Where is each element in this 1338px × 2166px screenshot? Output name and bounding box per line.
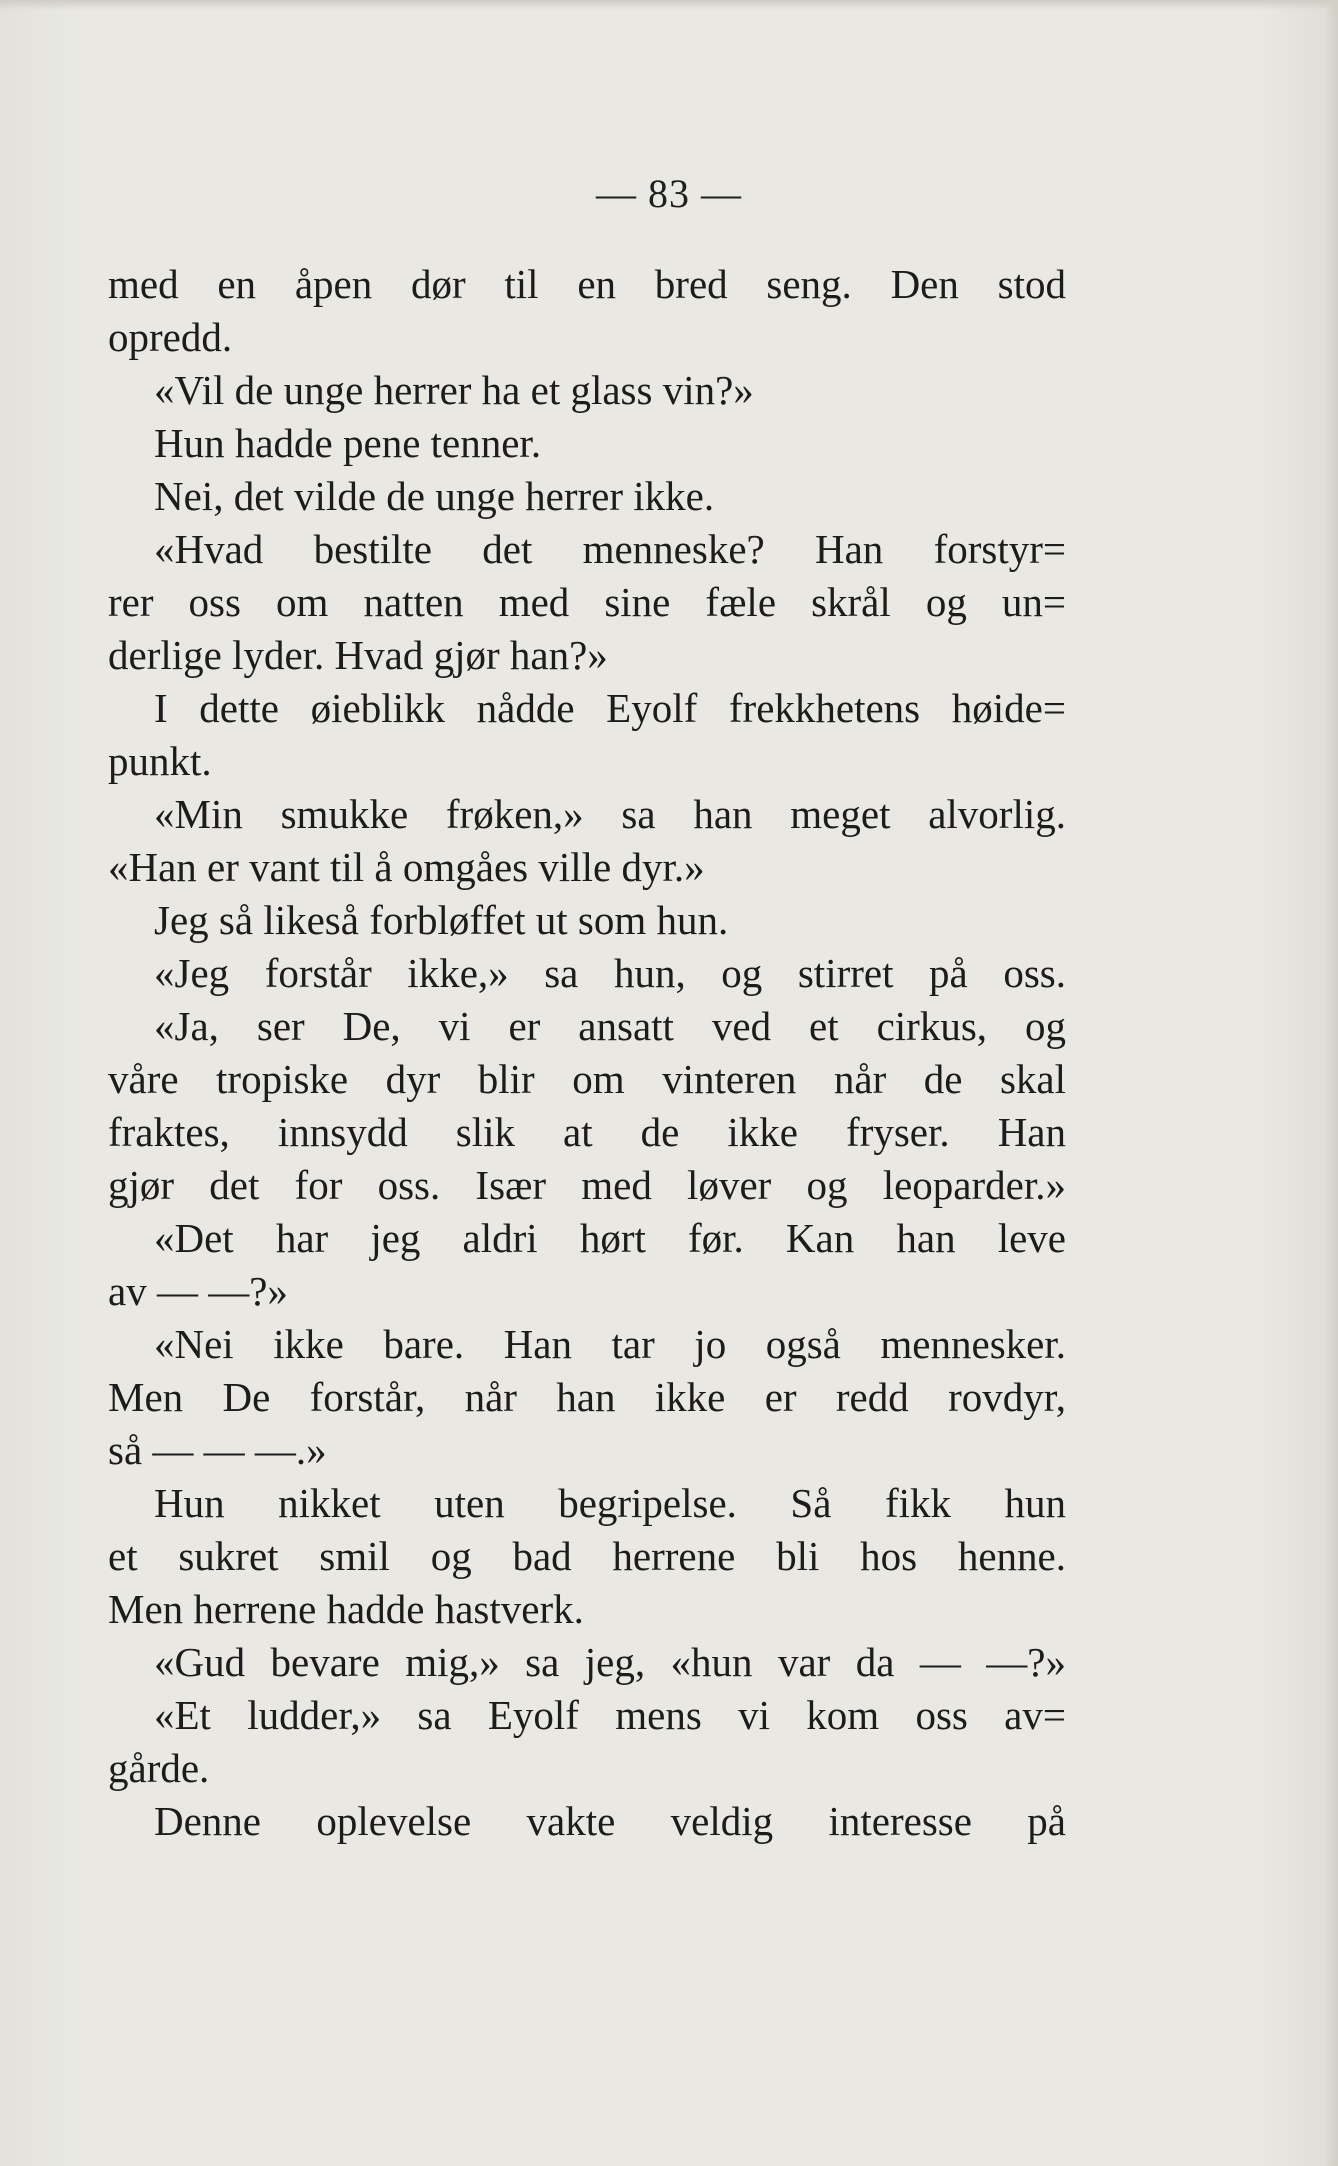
text-line: gårde.	[108, 1745, 210, 1791]
text-line: «Min smukke frøken,» sa han meget alvorlig.	[154, 791, 1066, 837]
text-line: «Jeg forstår ikke,» sa hun, og stirret på oss.	[154, 950, 1066, 996]
text-line: derlige lyder. Hvad gjør han?»	[108, 632, 608, 678]
text-line: med en åpen dør til en bred seng. Den stod	[108, 261, 1066, 307]
body-text	[108, 258, 1066, 1848]
text-line: «Gud bevare mig,» sa jeg, «hun var da — —?»	[154, 1639, 1066, 1685]
text-line: «Nei ikke bare. Han tar jo også mennesker.	[154, 1321, 1066, 1367]
text-line: av — —?»	[108, 1268, 288, 1314]
text-line: så — — —.»	[108, 1427, 327, 1473]
text-line: rer oss om natten med sine fæle skrål og un=	[108, 579, 1066, 625]
text-line: punkt.	[108, 738, 212, 784]
text-line: Jeg så likeså forbløffet ut som hun.	[154, 897, 729, 943]
text-line: Hun hadde pene tenner.	[154, 420, 542, 466]
page-top-edge	[0, 0, 1338, 10]
text-line: fraktes, innsydd slik at de ikke fryser. Han	[108, 1109, 1066, 1155]
text-line: «Et ludder,» sa Eyolf mens vi kom oss av=	[154, 1692, 1066, 1738]
text-line: et sukret smil og bad herrene bli hos henne.	[108, 1533, 1066, 1579]
text-line: Nei, det vilde de unge herrer ikke.	[154, 473, 715, 519]
text-line: «Han er vant til å omgåes ville dyr.»	[108, 844, 705, 890]
page-number: — 83 —	[596, 171, 742, 216]
text-line: Men herrene hadde hastverk.	[108, 1586, 584, 1632]
text-line: «Ja, ser De, vi er ansatt ved et cirkus, og	[154, 1003, 1066, 1049]
text-line: «Det har jeg aldri hørt før. Kan han leve	[154, 1215, 1066, 1261]
text-line: «Vil de unge herrer ha et glass vin?»	[154, 367, 754, 413]
text-line: «Hvad bestilte det menneske? Han forstyr=	[154, 526, 1066, 572]
text-line: Hun nikket uten begripelse. Så fikk hun	[154, 1480, 1066, 1526]
text-line: Men De forstår, når han ikke er redd rovdyr,	[108, 1374, 1066, 1420]
text-line: opredd.	[108, 314, 233, 360]
text-line: Denne oplevelse vakte veldig interesse på	[154, 1798, 1066, 1844]
text-line: I dette øieblikk nådde Eyolf frekkhetens høide=	[154, 685, 1066, 731]
text-line: gjør det for oss. Især med løver og leoparder.»	[108, 1162, 1066, 1208]
text-line: våre tropiske dyr blir om vinteren når de skal	[108, 1056, 1066, 1102]
page-right-edge	[1324, 0, 1338, 2166]
